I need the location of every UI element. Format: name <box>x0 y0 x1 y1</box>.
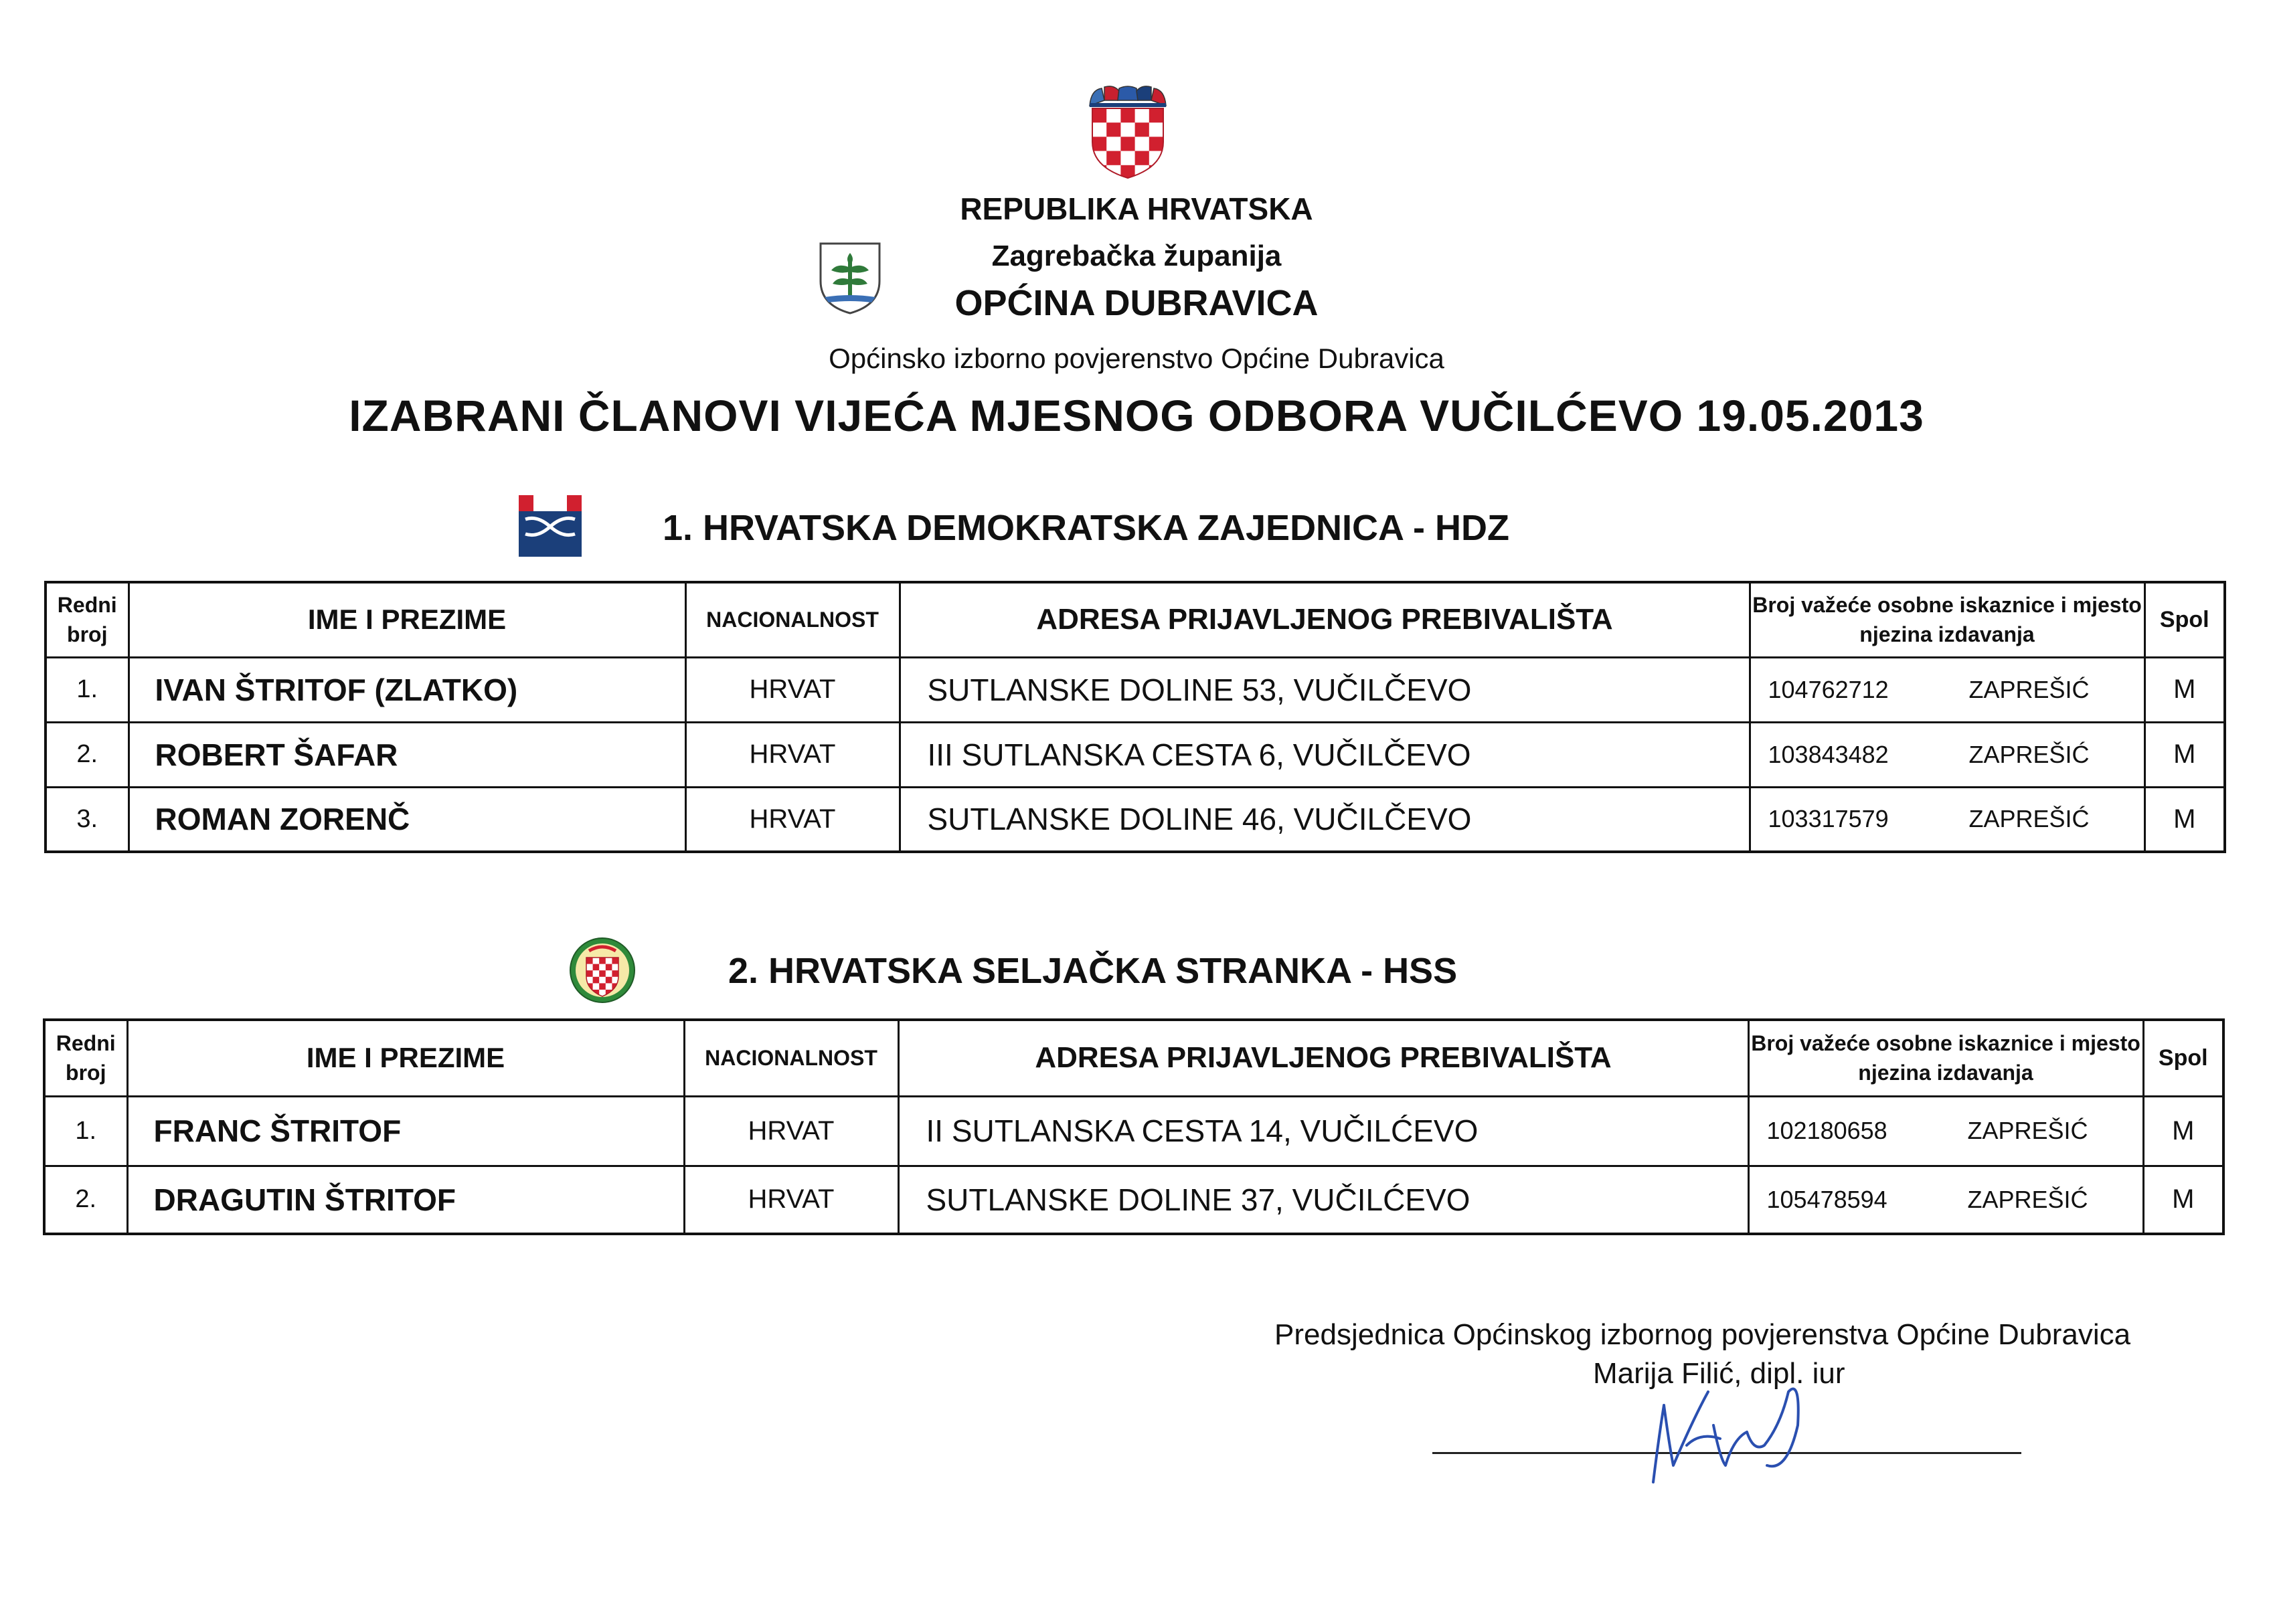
id-place: ZAPREŠIĆ <box>1968 740 2090 768</box>
cell-sex: M <box>2144 787 2225 852</box>
col-header-no: Redni broj <box>44 1020 127 1096</box>
cell-id <box>1750 787 2144 852</box>
table-row <box>46 787 2225 852</box>
table-row <box>46 657 2225 722</box>
header-county: Zagrebačka županija <box>991 240 1282 272</box>
cell-id <box>1748 1096 2143 1166</box>
cell-address: III SUTLANSKA CESTA 6, VUČILČEVO <box>900 722 1750 787</box>
hdz-members-table <box>44 581 2226 853</box>
cell-nationality: HRVAT <box>685 787 900 852</box>
header-republic: REPUBLIKA HRVATSKA <box>960 191 1313 226</box>
cell-id <box>1748 1166 2143 1234</box>
id-number: 104762712 <box>1768 675 1889 703</box>
table-row <box>44 1166 2223 1234</box>
col-header-address: ADRESA PRIJAVLJENOG PREBIVALIŠTA <box>900 582 1750 657</box>
cell-no: 1. <box>44 1096 127 1166</box>
col-header-name: IME I PREZIME <box>129 582 685 657</box>
cell-name: FRANC ŠTRITOF <box>127 1096 684 1166</box>
cell-no: 2. <box>44 1166 127 1234</box>
cell-address: SUTLANSKE DOLINE 46, VUČILČEVO <box>900 787 1750 852</box>
header-commission: Općinsko izborno povjerenstvo Općine Dubravica <box>829 343 1444 374</box>
col-header-sex: Spol <box>2143 1020 2223 1096</box>
hss-logo-icon <box>569 935 636 1006</box>
cell-id <box>1750 657 2144 722</box>
croatian-coat-of-arms-icon <box>1084 86 1171 179</box>
cell-nationality: HRVAT <box>685 657 900 722</box>
col-header-id: Broj važeće osobne iskaznice i mjesto njezina izdavanja <box>1748 1020 2143 1096</box>
id-place: ZAPREŠIĆ <box>1967 1117 2088 1144</box>
col-header-nationality: NACIONALNOST <box>684 1020 898 1096</box>
cell-nationality: HRVAT <box>685 722 900 787</box>
hdz-logo-icon <box>519 495 582 557</box>
cell-name: ROBERT ŠAFAR <box>129 722 685 787</box>
handwritten-signature <box>1647 1365 1821 1492</box>
party-title-hss: 2. HRVATSKA SELJAČKA STRANKA - HSS <box>728 951 1458 991</box>
cell-sex: M <box>2144 722 2225 787</box>
id-number: 103843482 <box>1768 740 1889 768</box>
signatory-title: Predsjednica Općinskog izbornog povjerenstva Općine Dubravica <box>1274 1318 2131 1351</box>
cell-id <box>1750 722 2144 787</box>
id-place: ZAPREŠIĆ <box>1967 1185 2088 1213</box>
id-place: ZAPREŠIĆ <box>1968 805 2090 833</box>
document-title: IZABRANI ČLANOVI VIJEĆA MJESNOG ODBORA VUČILĆEVO 19.05.2013 <box>349 391 1924 440</box>
table-header-row <box>44 1020 2223 1096</box>
table-row <box>46 722 2225 787</box>
header-municipality: OPĆINA DUBRAVICA <box>954 283 1319 323</box>
id-number: 102180658 <box>1766 1117 1887 1144</box>
cell-address: SUTLANSKE DOLINE 53, VUČILČEVO <box>900 657 1750 722</box>
party-title-hdz: 1. HRVATSKA DEMOKRATSKA ZAJEDNICA - HDZ <box>663 508 1510 548</box>
cell-no: 3. <box>46 787 129 852</box>
col-header-sex: Spol <box>2144 582 2225 657</box>
table-header-row <box>46 582 2225 657</box>
cell-nationality: HRVAT <box>684 1096 898 1166</box>
cell-sex: M <box>2143 1096 2223 1166</box>
hss-members-table <box>43 1018 2225 1235</box>
col-header-name: IME I PREZIME <box>127 1020 684 1096</box>
cell-no: 2. <box>46 722 129 787</box>
signatory-name: Marija Filić, dipl. iur <box>1593 1357 1845 1390</box>
table-row <box>44 1096 2223 1166</box>
col-header-address: ADRESA PRIJAVLJENOG PREBIVALIŠTA <box>898 1020 1748 1096</box>
id-number: 105478594 <box>1766 1185 1887 1213</box>
col-header-id: Broj važeće osobne iskaznice i mjesto njezina izdavanja <box>1750 582 2144 657</box>
id-place: ZAPREŠIĆ <box>1968 675 2090 703</box>
col-header-nationality: NACIONALNOST <box>685 582 900 657</box>
cell-no: 1. <box>46 657 129 722</box>
cell-address: SUTLANSKE DOLINE 37, VUČILĆEVO <box>898 1166 1748 1234</box>
col-header-no: Redni broj <box>46 582 129 657</box>
cell-name: ROMAN ZORENČ <box>129 787 685 852</box>
cell-sex: M <box>2143 1166 2223 1234</box>
id-number: 103317579 <box>1768 805 1889 833</box>
cell-address: II SUTLANSKA CESTA 14, VUČILĆEVO <box>898 1096 1748 1166</box>
cell-sex: M <box>2144 657 2225 722</box>
cell-name: IVAN ŠTRITOF (ZLATKO) <box>129 657 685 722</box>
cell-name: DRAGUTIN ŠTRITOF <box>127 1166 684 1234</box>
cell-nationality: HRVAT <box>684 1166 898 1234</box>
